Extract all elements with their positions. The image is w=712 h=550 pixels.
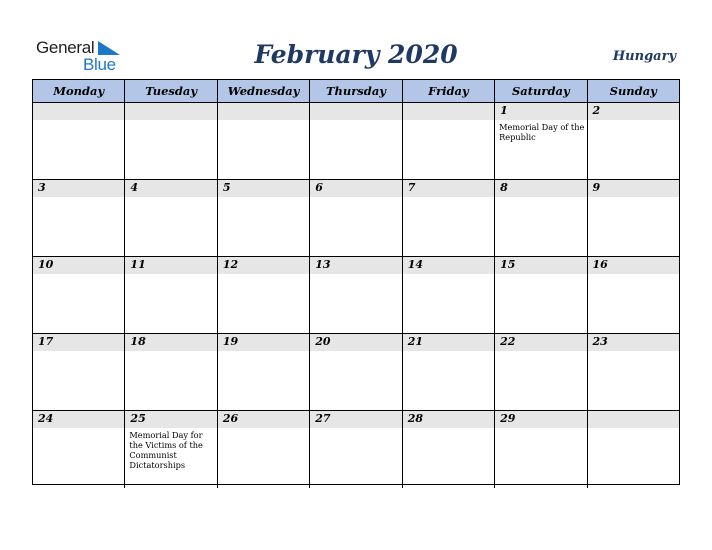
day-number: 25 <box>130 412 146 425</box>
date-band <box>125 103 216 120</box>
day-cell <box>403 411 495 488</box>
day-number: 10 <box>38 258 54 271</box>
day-cell <box>403 334 495 410</box>
weekday-friday: Friday <box>403 80 495 102</box>
day-cell <box>310 257 402 333</box>
date-band <box>495 180 586 197</box>
day-cell <box>403 103 495 179</box>
week-row <box>33 103 679 180</box>
weekday-wednesday: Wednesday <box>218 80 310 102</box>
date-band <box>588 103 679 120</box>
day-cell <box>33 180 125 256</box>
weekday-monday: Monday <box>33 80 125 102</box>
day-number: 11 <box>130 258 146 271</box>
day-number: 15 <box>500 258 516 271</box>
day-cell <box>588 257 679 333</box>
day-cell <box>403 180 495 256</box>
date-band <box>310 103 401 120</box>
day-number: 14 <box>407 258 423 271</box>
day-cell <box>218 334 310 410</box>
day-number: 17 <box>38 335 54 348</box>
day-number: 20 <box>315 335 331 348</box>
day-number: 12 <box>222 258 239 271</box>
day-number: 26 <box>222 412 239 425</box>
day-number: 4 <box>130 181 139 194</box>
day-cell <box>125 411 217 488</box>
day-cell <box>495 103 587 179</box>
day-cell <box>310 334 402 410</box>
day-number: 6 <box>315 181 323 194</box>
day-cell <box>33 334 125 410</box>
weekday-header-row <box>33 80 679 103</box>
day-cell <box>310 103 402 179</box>
day-number: 29 <box>500 412 516 425</box>
day-cell <box>310 180 402 256</box>
day-cell <box>33 257 125 333</box>
date-band <box>125 180 216 197</box>
day-cell <box>403 257 495 333</box>
day-number: 21 <box>407 335 423 348</box>
weekday-saturday: Saturday <box>495 80 587 102</box>
day-cell <box>495 334 587 410</box>
day-cell <box>588 180 679 256</box>
date-band <box>33 103 124 120</box>
day-cell <box>310 411 402 488</box>
date-band <box>588 411 679 428</box>
day-cell <box>33 103 125 179</box>
day-number: 8 <box>500 181 508 194</box>
day-cell <box>588 334 679 410</box>
date-band <box>588 180 679 197</box>
calendar-grid <box>32 79 680 485</box>
day-cell <box>588 103 679 179</box>
day-cell <box>218 180 310 256</box>
day-number: 1 <box>500 104 508 117</box>
day-number: 16 <box>592 258 608 271</box>
holiday-event: Memorial Day for the Victims of the Communist Dictatorships <box>129 430 203 470</box>
day-number: 19 <box>222 335 239 348</box>
weekday-sunday: Sunday <box>609 84 657 98</box>
weekday-thursday: Thursday <box>310 80 402 102</box>
day-cell <box>125 334 217 410</box>
week-row <box>33 257 679 334</box>
date-band <box>403 103 494 120</box>
day-number: 28 <box>407 412 423 425</box>
date-band <box>495 103 586 120</box>
day-number: 7 <box>407 181 416 194</box>
week-row <box>33 334 679 411</box>
day-cell <box>495 180 587 256</box>
date-band <box>218 180 309 197</box>
day-number: 13 <box>315 258 331 271</box>
day-number: 27 <box>315 412 331 425</box>
day-number: 24 <box>38 412 54 425</box>
weekday-tuesday: Tuesday <box>125 80 217 102</box>
day-cell <box>125 180 217 256</box>
day-cell <box>588 411 679 488</box>
holiday-event: Memorial Day of the Republic <box>499 122 585 142</box>
day-cell <box>33 411 125 488</box>
country-name: Hungary <box>612 49 676 64</box>
date-band <box>33 180 124 197</box>
day-number: 23 <box>592 335 608 348</box>
logo-text-blue: Blue <box>83 55 116 74</box>
week-row <box>33 411 679 488</box>
day-number: 22 <box>500 335 516 348</box>
day-cell <box>125 103 217 179</box>
day-number: 2 <box>592 104 601 117</box>
date-band <box>403 180 494 197</box>
week-row <box>33 180 679 257</box>
day-cell <box>125 257 217 333</box>
day-number: 5 <box>222 181 231 194</box>
day-number: 9 <box>592 181 601 194</box>
day-number: 3 <box>38 181 46 194</box>
date-band <box>218 103 309 120</box>
day-cell <box>495 411 587 488</box>
calendar-title: February 2020 <box>254 40 458 69</box>
day-cell <box>218 257 310 333</box>
day-cell <box>495 257 587 333</box>
date-band <box>310 180 401 197</box>
day-number: 18 <box>130 335 146 348</box>
day-cell <box>218 411 310 488</box>
day-cell <box>218 103 310 179</box>
logo-text-general: General <box>36 38 95 57</box>
